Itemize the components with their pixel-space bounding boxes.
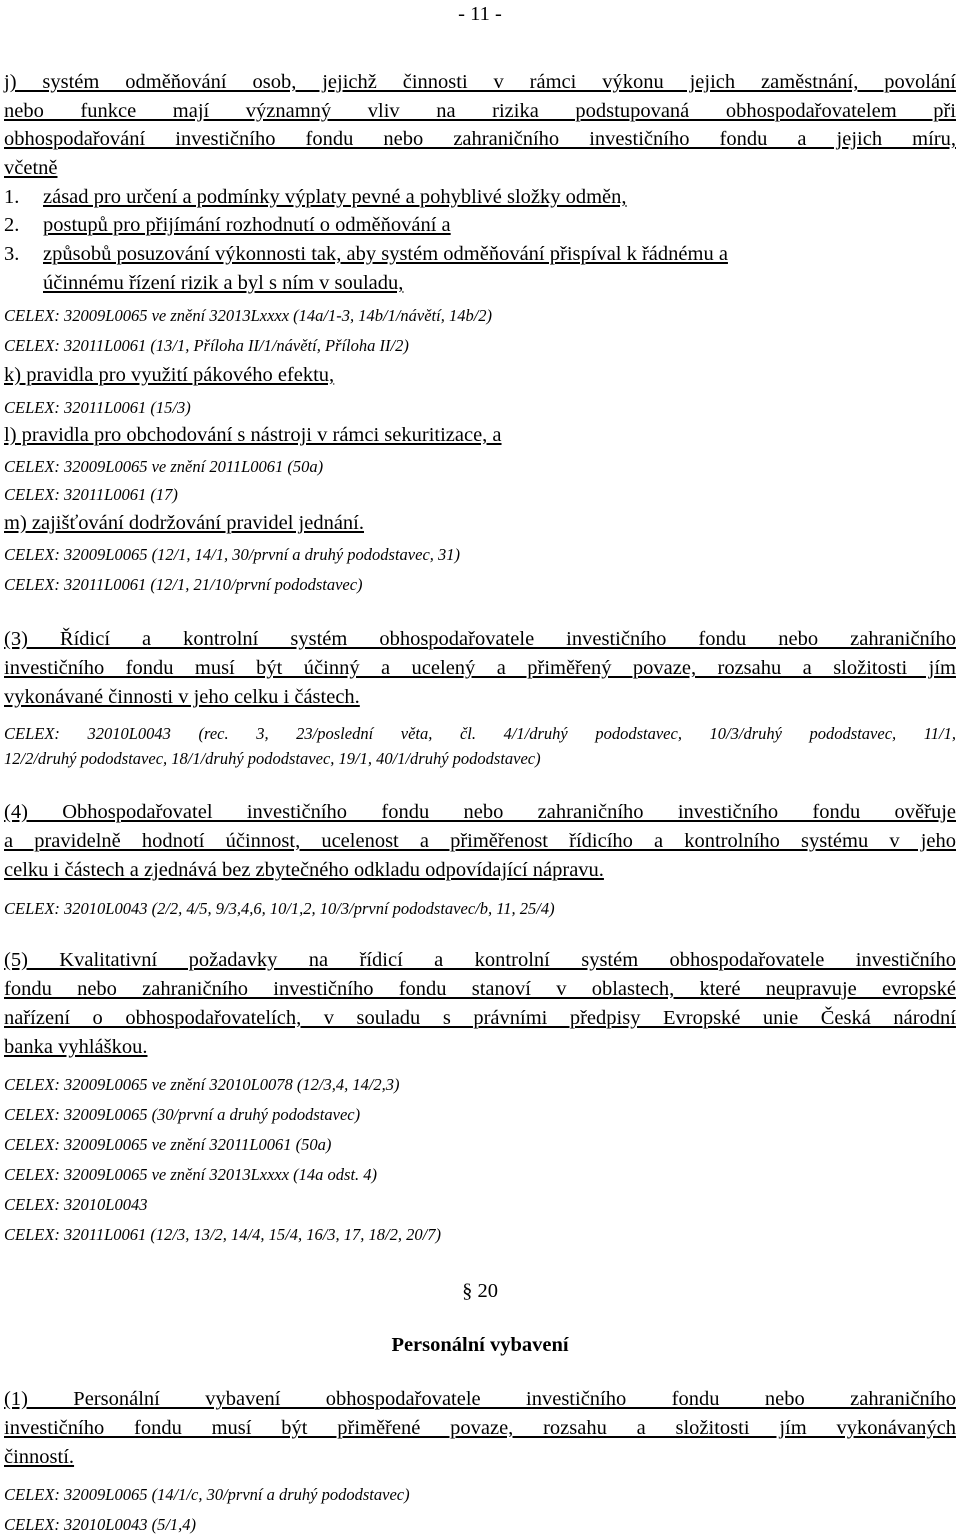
para-5-line-2: fondu nebo zahraničního investičního fondu stanoví v oblastech, které neupravuje evropské	[4, 978, 956, 1000]
celex-reference: 12/2/druhý pododstavec, 18/1/druhý pododstavec, 19/1, 40/1/druhý pododstavec)	[4, 749, 541, 768]
section-number: § 20	[462, 1280, 498, 1302]
para-s1-line-3: činností.	[4, 1446, 75, 1468]
celex-reference: CELEX: 32009L0065 ve znění 32013Lxxxx (14a/1-3, 14b/1/návětí, 14b/2)	[4, 306, 493, 325]
para-3-line-2: investičního fondu musí být účinný a ucelený a přiměřený povaze, rozsahu a složitosti jím	[4, 657, 956, 679]
celex-reference: CELEX: 32009L0065 ve znění 32011L0061 (50a)	[4, 1135, 332, 1154]
para-j-line-4: včetně	[4, 157, 58, 179]
item-text: postupů pro přijímání rozhodnutí o odměňování a	[43, 214, 451, 236]
celex-reference: CELEX: 32009L0065 (30/první a druhý pododstavec)	[4, 1105, 361, 1124]
item-number: 3.	[4, 243, 20, 265]
celex-reference: CELEX: 32010L0043	[4, 1195, 148, 1214]
para-j-line-3: obhospodařování investičního fondu nebo zahraničního investičního fondu a jejich míru,	[4, 128, 956, 150]
para-5-line-3: nařízení o obhospodařovatelích, v souladu s právními předpisy Evropské unie Česká národní	[4, 1007, 956, 1029]
celex-reference: CELEX: 32011L0061 (12/1, 21/10/první pododstavec)	[4, 575, 363, 594]
para-j-line-1: j) systém odměňování osob, jejichž činnosti v rámci výkonu jejich zaměstnání, povolání	[4, 71, 956, 93]
item-text: způsobů posuzování výkonnosti tak, aby systém odměňování přispíval k řádnému a	[43, 243, 728, 265]
celex-reference: CELEX: 32010L0043 (rec. 3, 23/poslední věta, čl. 4/1/druhý pododstavec, 10/3/druhý pododstavec, 11/1,	[4, 724, 956, 743]
para-4-line-1: (4) Obhospodařovatel investičního fondu nebo zahraničního investičního fondu ověřuje	[4, 801, 956, 823]
para-j-item-2	[4, 211, 956, 239]
item-number: 1.	[4, 186, 20, 208]
para-s1-line-2: investičního fondu musí být přiměřené povaze, rozsahu a složitosti jím vykonávaných	[4, 1417, 956, 1439]
celex-reference: CELEX: 32009L0065 (14/1/c, 30/první a druhý pododstavec)	[4, 1485, 410, 1504]
item-text: zásad pro určení a podmínky výplaty pevné a pohyblivé složky odměn,	[43, 186, 627, 208]
celex-reference: CELEX: 32009L0065 ve znění 32010L0078 (12/3,4, 14/2,3)	[4, 1075, 400, 1094]
celex-reference: CELEX: 32009L0065 ve znění 32013Lxxxx (14a odst. 4)	[4, 1165, 378, 1184]
celex-reference: CELEX: 32011L0061 (12/3, 13/2, 14/4, 15/4, 16/3, 17, 18/2, 20/7)	[4, 1225, 441, 1244]
para-5-line-1: (5) Kvalitativní požadavky na řídicí a kontrolní systém obhospodařovatele investičního	[4, 949, 956, 971]
celex-reference: CELEX: 32011L0061 (17)	[4, 485, 178, 504]
celex-reference: CELEX: 32009L0065 ve znění 2011L0061 (50a)	[4, 457, 324, 476]
celex-reference: CELEX: 32010L0043 (2/2, 4/5, 9/3,4,6, 10/1,2, 10/3/první pododstavec/b, 11, 25/4)	[4, 899, 555, 918]
para-j-item-3-cont: účinnému řízení rizik a byl s ním v souladu,	[43, 272, 404, 294]
celex-reference: CELEX: 32011L0061 (13/1, Příloha II/1/návětí, Příloha II/2)	[4, 336, 409, 355]
para-s1-line-1: (1) Personální vybavení obhospodařovatele investičního fondu nebo zahraničního	[4, 1388, 956, 1410]
para-k: k) pravidla pro využití pákového efektu,	[4, 364, 335, 386]
para-4-line-2: a pravidelně hodnotí účinnost, ucelenost a přiměřenost řídicího a kontrolního systému v jeho	[4, 830, 956, 852]
para-5-line-4: banka vyhláškou.	[4, 1036, 148, 1058]
para-4-line-3: celku i částech a zjednává bez zbytečného odkladu odpovídající nápravu.	[4, 859, 604, 881]
para-3-line-3: vykonávané činnosti v jeho celku i částech.	[4, 686, 360, 708]
para-j-line-2: nebo funkce mají významný vliv na rizika podstupovaná obhospodařovatelem při	[4, 100, 956, 122]
section-title: Personální vybavení	[391, 1334, 569, 1356]
celex-reference: CELEX: 32010L0043 (5/1,4)	[4, 1515, 197, 1534]
item-number: 2.	[4, 214, 20, 236]
para-m: m) zajišťování dodržování pravidel jednání.	[4, 512, 364, 534]
para-l: l) pravidla pro obchodování s nástroji v rámci sekuritizace, a	[4, 424, 502, 446]
para-j-item-3	[4, 240, 956, 268]
para-3-line-1: (3) Řídicí a kontrolní systém obhospodařovatele investičního fondu nebo zahraničního	[4, 628, 956, 650]
celex-reference: CELEX: 32011L0061 (15/3)	[4, 398, 191, 417]
para-j-item-1	[4, 183, 956, 211]
page-number: - 11 -	[458, 3, 502, 25]
celex-reference: CELEX: 32009L0065 (12/1, 14/1, 30/první a druhý pododstavec, 31)	[4, 545, 461, 564]
